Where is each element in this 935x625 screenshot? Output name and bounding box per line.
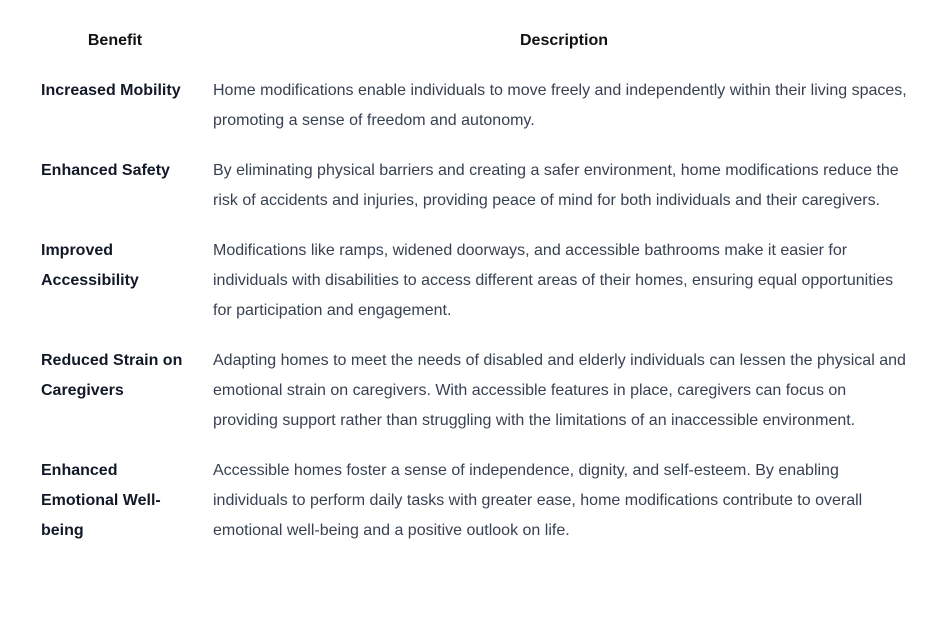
benefits-table (29, 26, 927, 566)
table-row (29, 346, 927, 456)
benefit-cell: Enhanced Safety (41, 162, 170, 179)
table-row (29, 236, 927, 346)
table-row (29, 456, 927, 566)
table-header-row (29, 26, 927, 76)
description-cell: Home modifications enable individuals to move freely and independently within their living spaces, promoting a sense of freedom and autonomy. (213, 82, 907, 129)
benefit-cell: Increased Mobility (41, 82, 181, 99)
header-benefit: Benefit (87, 32, 143, 49)
benefit-cell: Reduced Strain on Caregivers (41, 352, 183, 399)
table-row (29, 76, 927, 156)
table-row (29, 156, 927, 236)
benefit-cell: Improved Accessibility (41, 242, 139, 289)
description-cell: Accessible homes foster a sense of independence, dignity, and self-esteem. By enabling individuals to perform daily tasks with greater ease, home modifications contribute to overall emotional well-being and a positive outlook on life. (213, 462, 863, 539)
header-description: Description (519, 32, 608, 49)
description-cell: Modifications like ramps, widened doorways, and accessible bathrooms make it easier for individuals with disabilities to access different areas of their homes, ensuring equal opportunities for participation and engagement. (213, 242, 894, 319)
description-cell: Adapting homes to meet the needs of disabled and elderly individuals can lessen the physical and emotional strain on caregivers. With accessible features in place, caregivers can focus on providing support rather than struggling with the limitations of an inaccessible environment. (213, 352, 906, 429)
benefit-cell: Enhanced Emotional Well-being (41, 462, 161, 539)
description-cell: By eliminating physical barriers and creating a safer environment, home modifications reduce the risk of accidents and injuries, providing peace of mind for both individuals and their caregivers. (213, 162, 899, 209)
